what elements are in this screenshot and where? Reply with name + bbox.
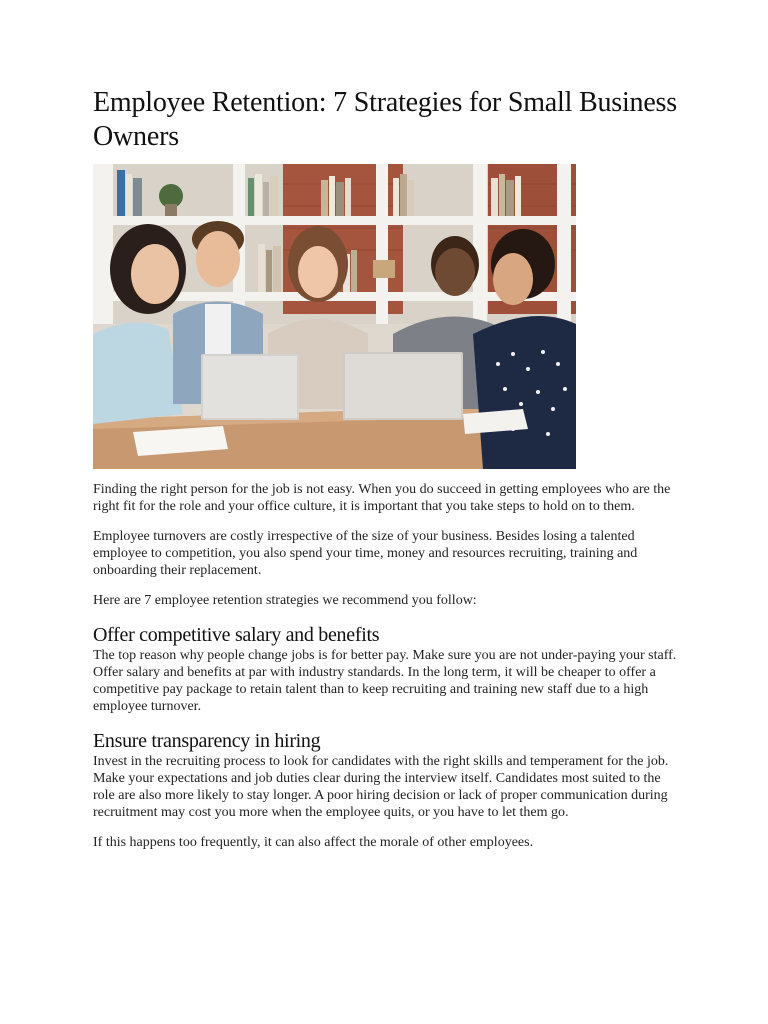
intro-paragraph-1: Finding the right person for the job is not easy. When you do succeed in getting employees who are the right fit for the role and your office culture, it is important that you take steps to hold on to them. bbox=[93, 482, 671, 514]
section-heading-hiring: Ensure transparency in hiring bbox=[93, 730, 321, 752]
intro-paragraph-2: Employee turnovers are costly irrespective of the size of your business. Besides losing a talented employee to competition, you also spend your time, money and resources recruiting, training and onboarding their replacement. bbox=[93, 529, 638, 578]
section-heading-salary: Offer competitive salary and benefits bbox=[93, 624, 380, 646]
section-hiring-paragraph-1: Invest in the recruiting process to look for candidates with the right skills and temperament for the job. Make your expectations and job duties clear during the interview itself. Candidates most suited to the role are also more likely to stay longer. A poor hiring decision or lack of proper communication during recruitment may cost you more when the employee quits, or you have to let them go. bbox=[93, 754, 669, 820]
team-meeting-photo bbox=[93, 164, 576, 469]
intro-paragraph-3: Here are 7 employee retention strategies we recommend you follow: bbox=[93, 593, 477, 608]
article bbox=[93, 86, 683, 851]
section-hiring-paragraph-2: If this happens too frequently, it can also affect the morale of other employees. bbox=[93, 835, 534, 850]
article-title: Employee Retention: 7 Strategies for Small Business Owners bbox=[93, 87, 677, 152]
section-salary-paragraph: The top reason why people change jobs is for better pay. Make sure you are not under-paying your staff. Offer salary and benefits at par with industry standards. In the long term, it will be cheaper to offer a competitive pay package to retain talent than to keep recruiting and training new staff due to a high employee turnover. bbox=[93, 648, 677, 714]
